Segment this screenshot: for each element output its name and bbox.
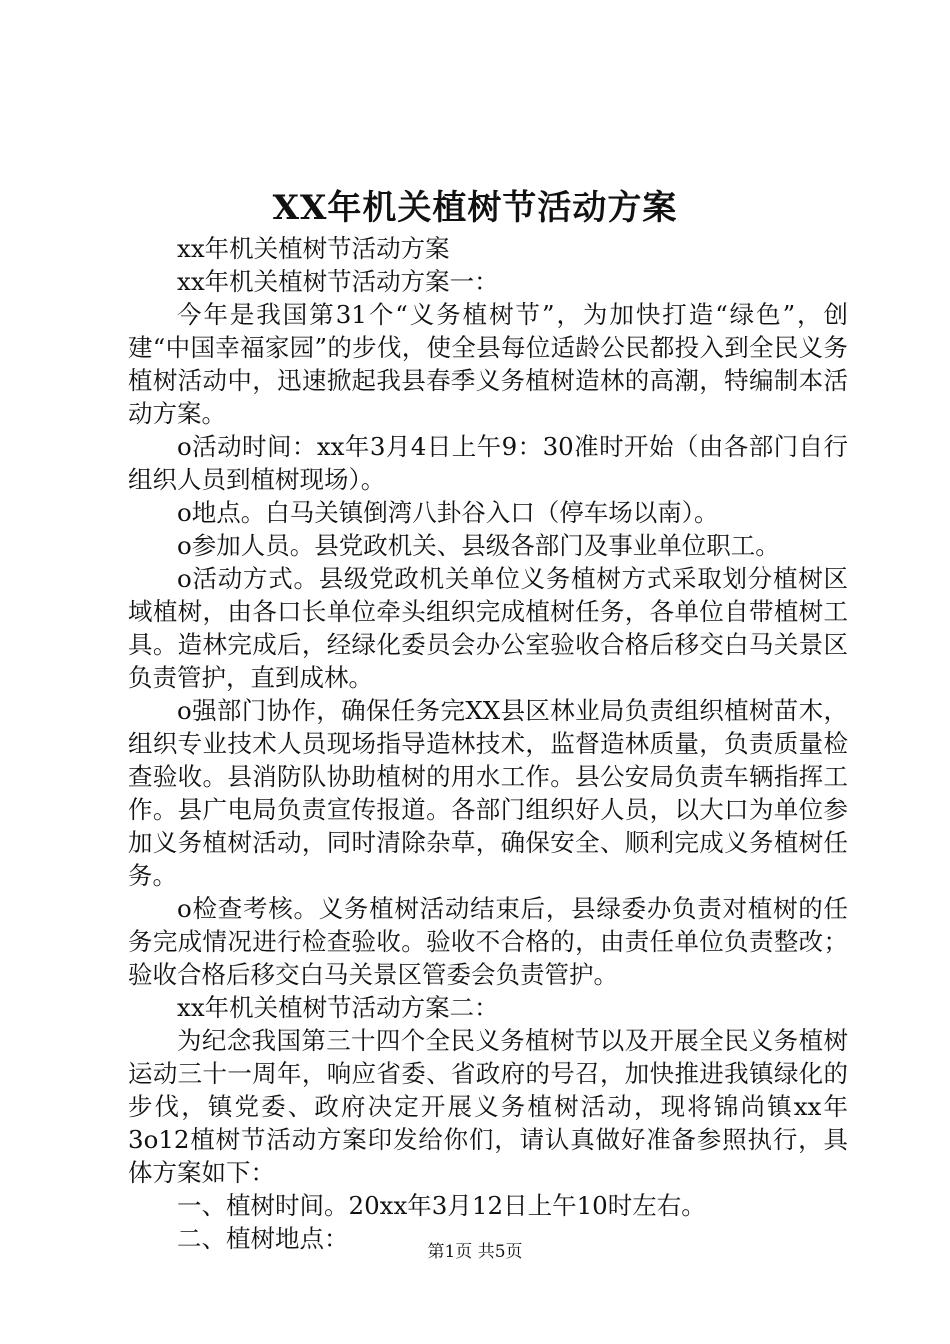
paragraph-plan-two-intro: 为纪念我国第三十四个全民义务植树节以及开展全民义务植树运动三十一周年，响应省委、省政府的号召，加快推进我镇绿化的步伐，镇党委、政府决定开展义务植树活动，现将锦尚镇xx年3o12植树节活动方案印发给你们，请认真做好准备参照执行，具体方案如下：	[128, 1026, 848, 1187]
paragraph-activity-method: o活动方式。县级党政机关单位义务植树方式采取划分植树区域植树，由各口长单位牵头组织完成植树任务，各单位自带植树工具。造林完成后，经绿化委员会办公室验收合格后移交白马关景区负责管护，直到成林。	[128, 564, 848, 692]
paragraph-plan-two-heading: xx年机关植树节活动方案二：	[177, 993, 499, 1022]
paragraph-coordination: o强部门协作，确保任务完XX县区林业局负责组织植树苗木，组织专业技术人员现场指导造林技术，监督造林质量，负责质量检查验收。县消防队协助植树的用水工作。县公安局负责车辆指挥工作。县广电局负责宣传报道。各部门组织好人员，以大口为单位参加义务植树活动，同时清除杂草，确保安全、顺利完成义务植树任务。	[128, 696, 848, 890]
paragraph-plan-one-heading: xx年机关植树节活动方案一：	[177, 267, 499, 296]
paragraph-participants: o参加人员。县党政机关、县级各部门及事业单位职工。	[177, 531, 780, 560]
paragraph-planting-time: 一、植树时间。20xx年3月12日上午10时左右。	[177, 1191, 706, 1220]
document-title: XX年机关植树节活动方案	[272, 188, 678, 228]
paragraph-inspection: o检查考核。义务植树活动结束后，县绿委办负责对植树的任务完成情况进行检查验收。验收不合格的，由责任单位负责整改；验收合格后移交白马关景区管委会负责管护。	[128, 894, 848, 989]
paragraph-planting-location: 二、植树地点：	[177, 1224, 349, 1253]
paragraph-intro: 今年是我国第31个“义务植树节”，为加快打造“绿色”，创建“中国幸福家园”的步伐，使全县每位适龄公民都投入到全民义务植树活动中，迅速掀起我县春季义务植树造林的高潮，特编制本活动方案。	[128, 300, 848, 428]
paragraph-activity-time: o活动时间：xx年3月4日上午9：30准时开始（由各部门自行组织人员到植树现场）。	[128, 432, 848, 494]
paragraph-location: o地点。白马关镇倒湾八卦谷入口（停车场以南）。	[177, 498, 719, 527]
page-footer: 第1页 共5页	[427, 1242, 523, 1262]
paragraph-heading: xx年机关植树节活动方案	[177, 234, 450, 263]
document-body	[128, 232, 848, 1255]
